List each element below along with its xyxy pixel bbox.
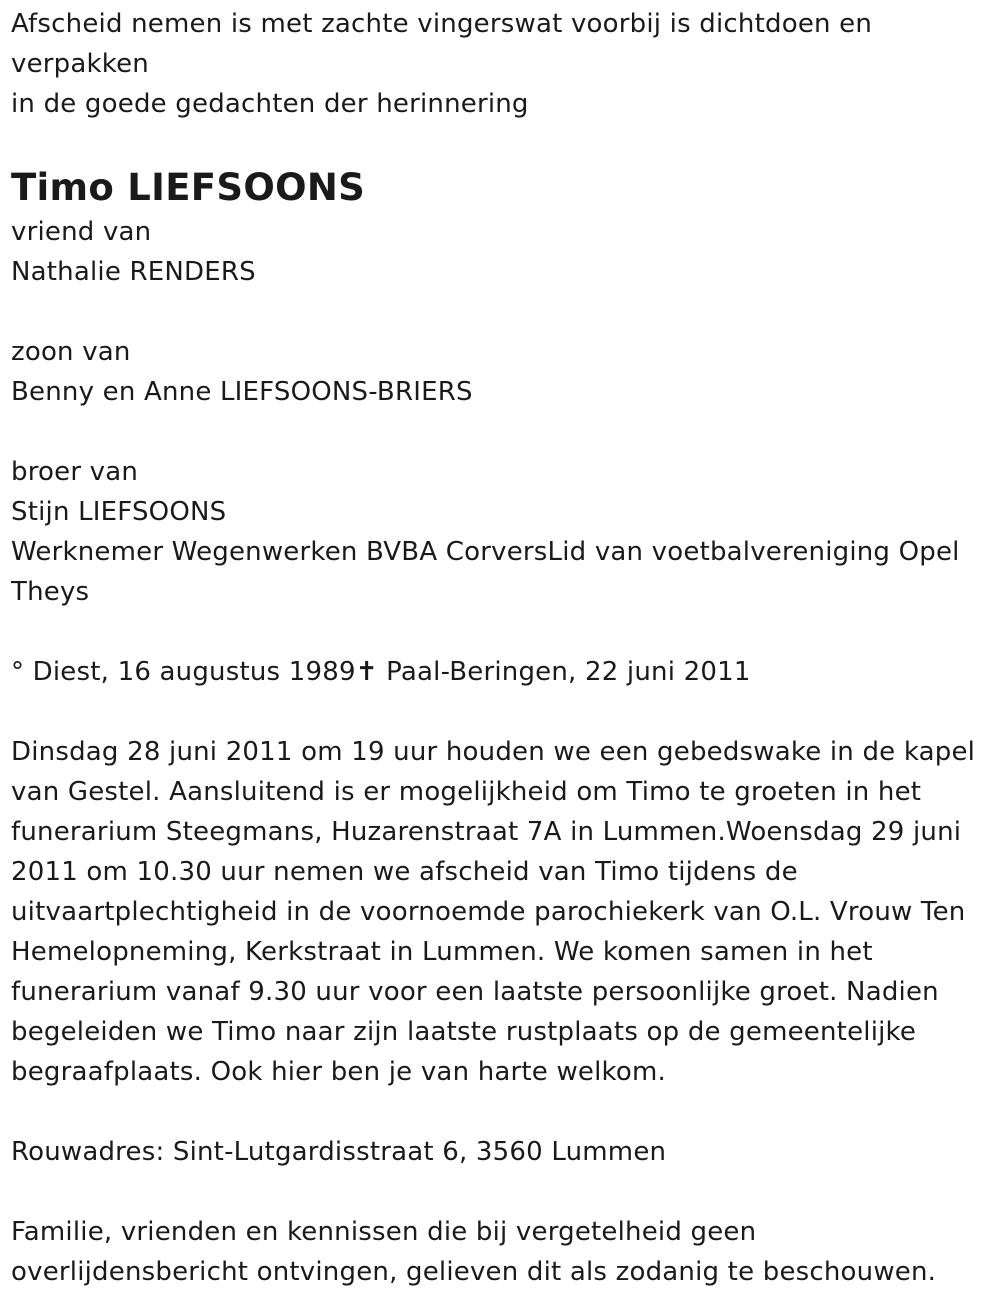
mourning-address: Rouwadres: Sint-Lutgardisstraat 6, 3560 Lummen — [11, 1137, 667, 1167]
birth-info: ° Diest, 16 augustus 1989 — [11, 657, 356, 687]
spacer — [11, 612, 988, 652]
spacer — [11, 1172, 988, 1212]
ceremony-line: begraafplaats. Ook hier ben je van harte welkom. — [11, 1057, 666, 1087]
ceremony-line: begeleiden we Timo naar zijn laatste rustplaats op de gemeentelijke — [11, 1017, 917, 1047]
ceremony-line: Dinsdag 28 juni 2011 om 19 uur houden we een gebedswake in de kapel — [11, 737, 976, 767]
death-info: Paal-Beringen, 22 juni 2011 — [377, 657, 751, 687]
spacer — [11, 292, 988, 332]
closing-line-1: Familie, vrienden en kennissen die bij vergetelheid geen — [11, 1217, 757, 1247]
ceremony-line: Hemelopneming, Kerkstraat in Lummen. We komen samen in het — [11, 937, 873, 967]
ceremony-line: funerarium vanaf 9.30 uur voor een laatste persoonlijke groet. Nadien — [11, 977, 939, 1007]
closing-line-2: overlijdensbericht ontvingen, gelieven dit als zodanig te beschouwen. — [11, 1257, 937, 1287]
ceremony-line: funerarium Steegmans, Huzarenstraat 7A in Lummen.Woensdag 29 juni — [11, 817, 962, 847]
relation-role-friend: vriend van — [11, 217, 152, 247]
spacer — [11, 1092, 988, 1132]
relation-role-son: zoon van — [11, 337, 131, 367]
motto-line-3: in de goede gedachten der herinnering — [11, 89, 529, 119]
ceremony-line: van Gestel. Aansluitend is er mogelijkheid om Timo te groeten in het — [11, 777, 922, 807]
motto-line-2: verpakken — [11, 49, 149, 79]
relation-person-friend: Nathalie RENDERS — [11, 257, 256, 287]
relation-person-sibling: Stijn LIEFSOONS — [11, 497, 227, 527]
cross-icon: ✝ — [355, 657, 378, 687]
life-dates — [11, 652, 988, 692]
relation-role-brother: broer van — [11, 457, 139, 487]
relation-person-parents: Benny en Anne LIEFSOONS-BRIERS — [11, 377, 473, 407]
spacer — [11, 692, 988, 732]
occupation-line-2: Theys — [11, 577, 90, 607]
motto-line-1: Afscheid nemen is met zachte vingerswat voorbij is dichtdoen en — [11, 9, 873, 39]
occupation-line-1: Werknemer Wegenwerken BVBA CorversLid van voetbalvereniging Opel — [11, 537, 960, 567]
ceremony-line: uitvaartplechtigheid in de voornoemde parochiekerk van O.L. Vrouw Ten — [11, 897, 966, 927]
deceased-name: Timo LIEFSOONS — [11, 166, 366, 209]
spacer — [11, 412, 988, 452]
ceremony-line: 2011 om 10.30 uur nemen we afscheid van Timo tijdens de — [11, 857, 798, 887]
